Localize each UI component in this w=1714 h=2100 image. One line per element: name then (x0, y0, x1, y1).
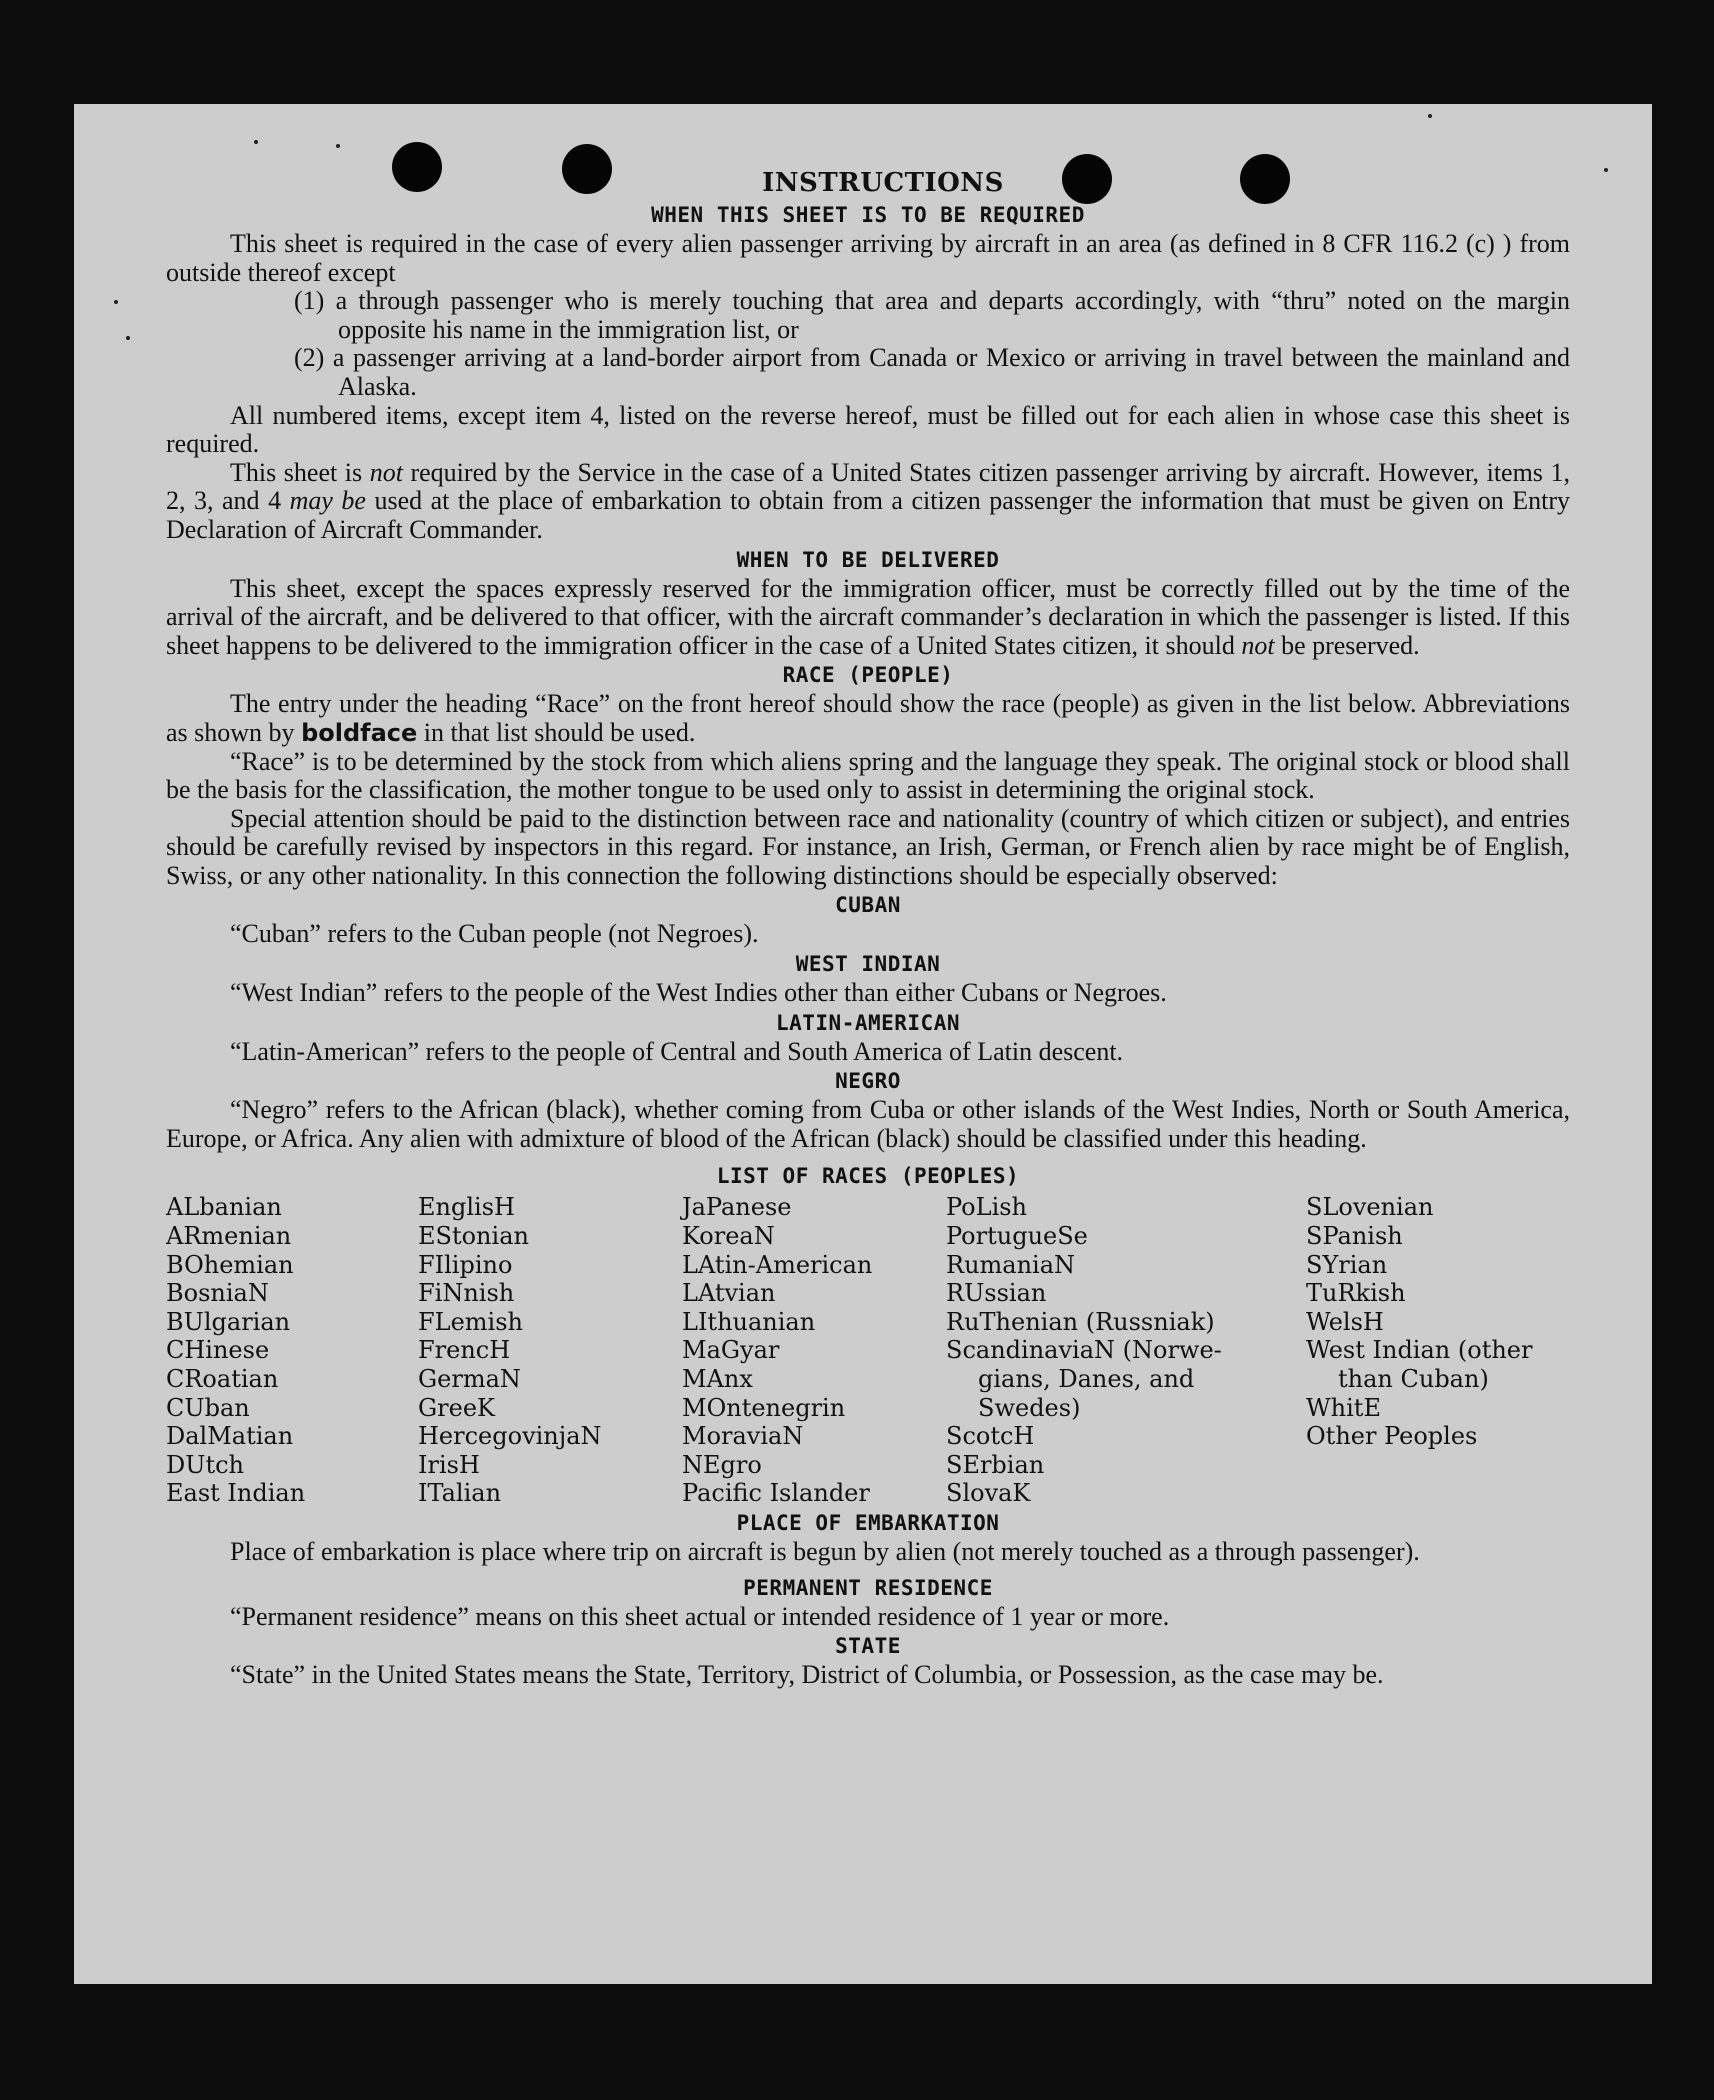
list-item: (1) a through passenger who is merely touching that area and departs accordingly, with “thru” noted on the margin opposite his name in the immigration list, or (294, 286, 1570, 344)
race-entry: MoraviaN (682, 1422, 804, 1451)
race-entry: LAtin-American (682, 1250, 873, 1279)
instructions-content (166, 166, 1570, 1690)
race-entry: Other Peoples (1306, 1422, 1478, 1451)
section-heading-when-required: WHEN THIS SHEET IS TO BE REQUIRED (651, 203, 1085, 227)
race-entry: Pacific Islander (682, 1479, 870, 1508)
race-entry: BOhemian (166, 1250, 294, 1279)
section-heading-race: RACE (PEOPLE) (782, 663, 954, 688)
document-sheet (74, 104, 1652, 1984)
race-entry: LAtvian (682, 1279, 776, 1308)
races-list (166, 1193, 1570, 1508)
races-column (1306, 1193, 1570, 1508)
race-entry: CHinese (166, 1336, 270, 1365)
race-entry: SErbian (946, 1450, 1045, 1479)
section-heading-when-delivered: WHEN TO BE DELIVERED (736, 547, 1000, 572)
race-entry: ScandinaviaN (Norwe- (946, 1336, 1222, 1365)
race-entry: GreeK (418, 1393, 495, 1422)
race-entry: MOntenegrin (682, 1393, 846, 1422)
paragraph: The entry under the heading “Race” on the front hereof should show the race (people) as given in the list below. Abbreviations as shown by boldface in that list should be used. (166, 689, 1570, 747)
race-entry: FiNnish (418, 1279, 515, 1308)
paragraph: “Cuban” refers to the Cuban people (not Negroes). (230, 919, 759, 949)
race-entry: RUssian (946, 1279, 1047, 1308)
paragraph: “West Indian” refers to the people of the West Indies other than either Cubans or Negroes. (230, 978, 1167, 1008)
race-entry: MaGyar (682, 1336, 780, 1365)
race-entry: gians, Danes, and (978, 1365, 1195, 1393)
race-entry: NEgro (682, 1450, 762, 1479)
races-column (166, 1193, 418, 1508)
race-entry: WhitE (1306, 1393, 1381, 1422)
race-entry: BosniaN (166, 1279, 269, 1308)
race-entry: East Indian (166, 1479, 306, 1508)
race-entry: TuRkish (1306, 1279, 1406, 1308)
speck (336, 144, 340, 148)
paragraph: Place of embarkation is place where trip on aircraft is begun by alien (not merely touched as a through passenger). (230, 1536, 1420, 1566)
race-entry: MAnx (682, 1365, 753, 1393)
race-entry: FIlipino (418, 1250, 513, 1279)
race-entry: than Cuban) (1338, 1365, 1489, 1393)
speck (126, 336, 130, 340)
race-entry: ITalian (418, 1479, 502, 1508)
section-heading-state: STATE (835, 1634, 901, 1659)
race-entry: JaPanese (682, 1193, 792, 1222)
section-heading-negro: NEGRO (835, 1069, 901, 1094)
race-entry: PoLish (946, 1193, 1028, 1222)
race-entry: CUban (166, 1393, 250, 1422)
race-entry: Swedes) (978, 1393, 1081, 1422)
race-entry: ALbanian (166, 1193, 282, 1222)
race-entry: SPanish (1306, 1222, 1403, 1251)
race-entry: DalMatian (166, 1422, 294, 1451)
race-entry: SLovenian (1306, 1193, 1434, 1222)
races-column (682, 1193, 946, 1508)
race-entry: WelsH (1306, 1307, 1384, 1336)
paragraph: “Latin-American” refers to the people of Central and South America of Latin descent. (230, 1036, 1124, 1066)
race-entry: EnglisH (418, 1193, 515, 1222)
section-heading-cuban: CUBAN (835, 893, 901, 918)
section-heading-embarkation: PLACE OF EMBARKATION (736, 1510, 1000, 1535)
race-entry: ScotcH (946, 1422, 1035, 1451)
race-entry: ARmenian (166, 1222, 292, 1251)
race-entry: West Indian (other (1306, 1336, 1533, 1365)
race-entry: FLemish (418, 1307, 523, 1336)
race-entry: LIthuanian (682, 1307, 816, 1336)
paragraph: Special attention should be paid to the distinction between race and nationality (country of which citizen or subject), and entries should be carefully revised by inspectors in this regard. For instance, an Irish, German, or French alien by race might be of English, Swiss, or any other nationality. In this connection the following distinctions should be especially observed: (166, 803, 1570, 890)
page-title: INSTRUCTIONS (762, 168, 1004, 198)
race-entry: FrencH (418, 1336, 511, 1365)
race-entry: RuThenian (Russniak) (946, 1307, 1215, 1336)
paragraph: “Permanent residence” means on this sheet actual or intended residence of 1 year or more. (230, 1601, 1170, 1631)
race-entry: DUtch (166, 1450, 245, 1479)
section-heading-west-indian: WEST INDIAN (795, 952, 941, 977)
race-entry: HercegovinjaN (418, 1422, 602, 1451)
paragraph: All numbered items, except item 4, listed on the reverse hereof, must be filled out for each alien in whose case this sheet is required. (166, 400, 1570, 459)
race-entry: CRoatian (166, 1365, 279, 1393)
paragraph: “Race” is to be determined by the stock from which aliens spring and the language they speak. The original stock or blood shall be the basis for the classification, the mother tongue to be used only to assist in determining the original stock. (166, 746, 1570, 805)
races-column (946, 1193, 1306, 1508)
paragraph: This sheet is required in the case of every alien passenger arriving by aircraft in an area (as defined in 8 CFR 116.2 (c) ) from outside thereof except (166, 229, 1570, 287)
section-heading-permanent-residence: PERMANENT RESIDENCE (743, 1575, 993, 1600)
race-entry: SYrian (1306, 1250, 1388, 1279)
race-entry: RumaniaN (946, 1250, 1076, 1279)
race-entry: SlovaK (946, 1479, 1031, 1508)
speck (114, 300, 118, 304)
race-entry: IrisH (418, 1450, 480, 1479)
paragraph: “State” in the United States means the State, Territory, District of Columbia, or Possession, as the case may be. (230, 1660, 1384, 1690)
race-entry: PortugueSe (946, 1222, 1088, 1251)
speck (254, 140, 258, 144)
paragraph: This sheet, except the spaces expressly reserved for the immigration officer, must be correctly filled out by the time of the arrival of the aircraft, and be delivered to that officer, with the aircraft commander’s declaration in which the passenger is listed. If this sheet happens to be delivered to the immigration officer in the case of a United States citizen, it should not be preserved. (166, 573, 1570, 660)
section-heading-latin-american: LATIN-AMERICAN (775, 1010, 960, 1035)
speck (1428, 114, 1432, 118)
race-entry: GermaN (418, 1365, 521, 1393)
paragraph: “Negro” refers to the African (black), whether coming from Cuba or other islands of the West Indies, North or South America, Europe, or Africa. Any alien with admixture of blood of the African (black) should be classified under this heading. (166, 1095, 1570, 1153)
speck (1604, 168, 1608, 172)
list-item: (2) a passenger arriving at a land-border airport from Canada or Mexico or arriving in travel between the mainland and Alaska. (294, 343, 1570, 401)
race-entry: KoreaN (682, 1222, 775, 1251)
races-column (418, 1193, 682, 1508)
race-entry: EStonian (418, 1222, 529, 1251)
section-heading-list-of-races: LIST OF RACES (PEOPLES) (716, 1164, 1020, 1189)
paragraph: This sheet is not required by the Service in the case of a United States citizen passenger arriving by aircraft. However, items 1, 2, 3, and 4 may be used at the place of embarkation to obtain from a citizen passenger the information that must be given on Entry Declaration of Aircraft Commander. (166, 457, 1570, 544)
race-entry: BUlgarian (166, 1307, 291, 1336)
